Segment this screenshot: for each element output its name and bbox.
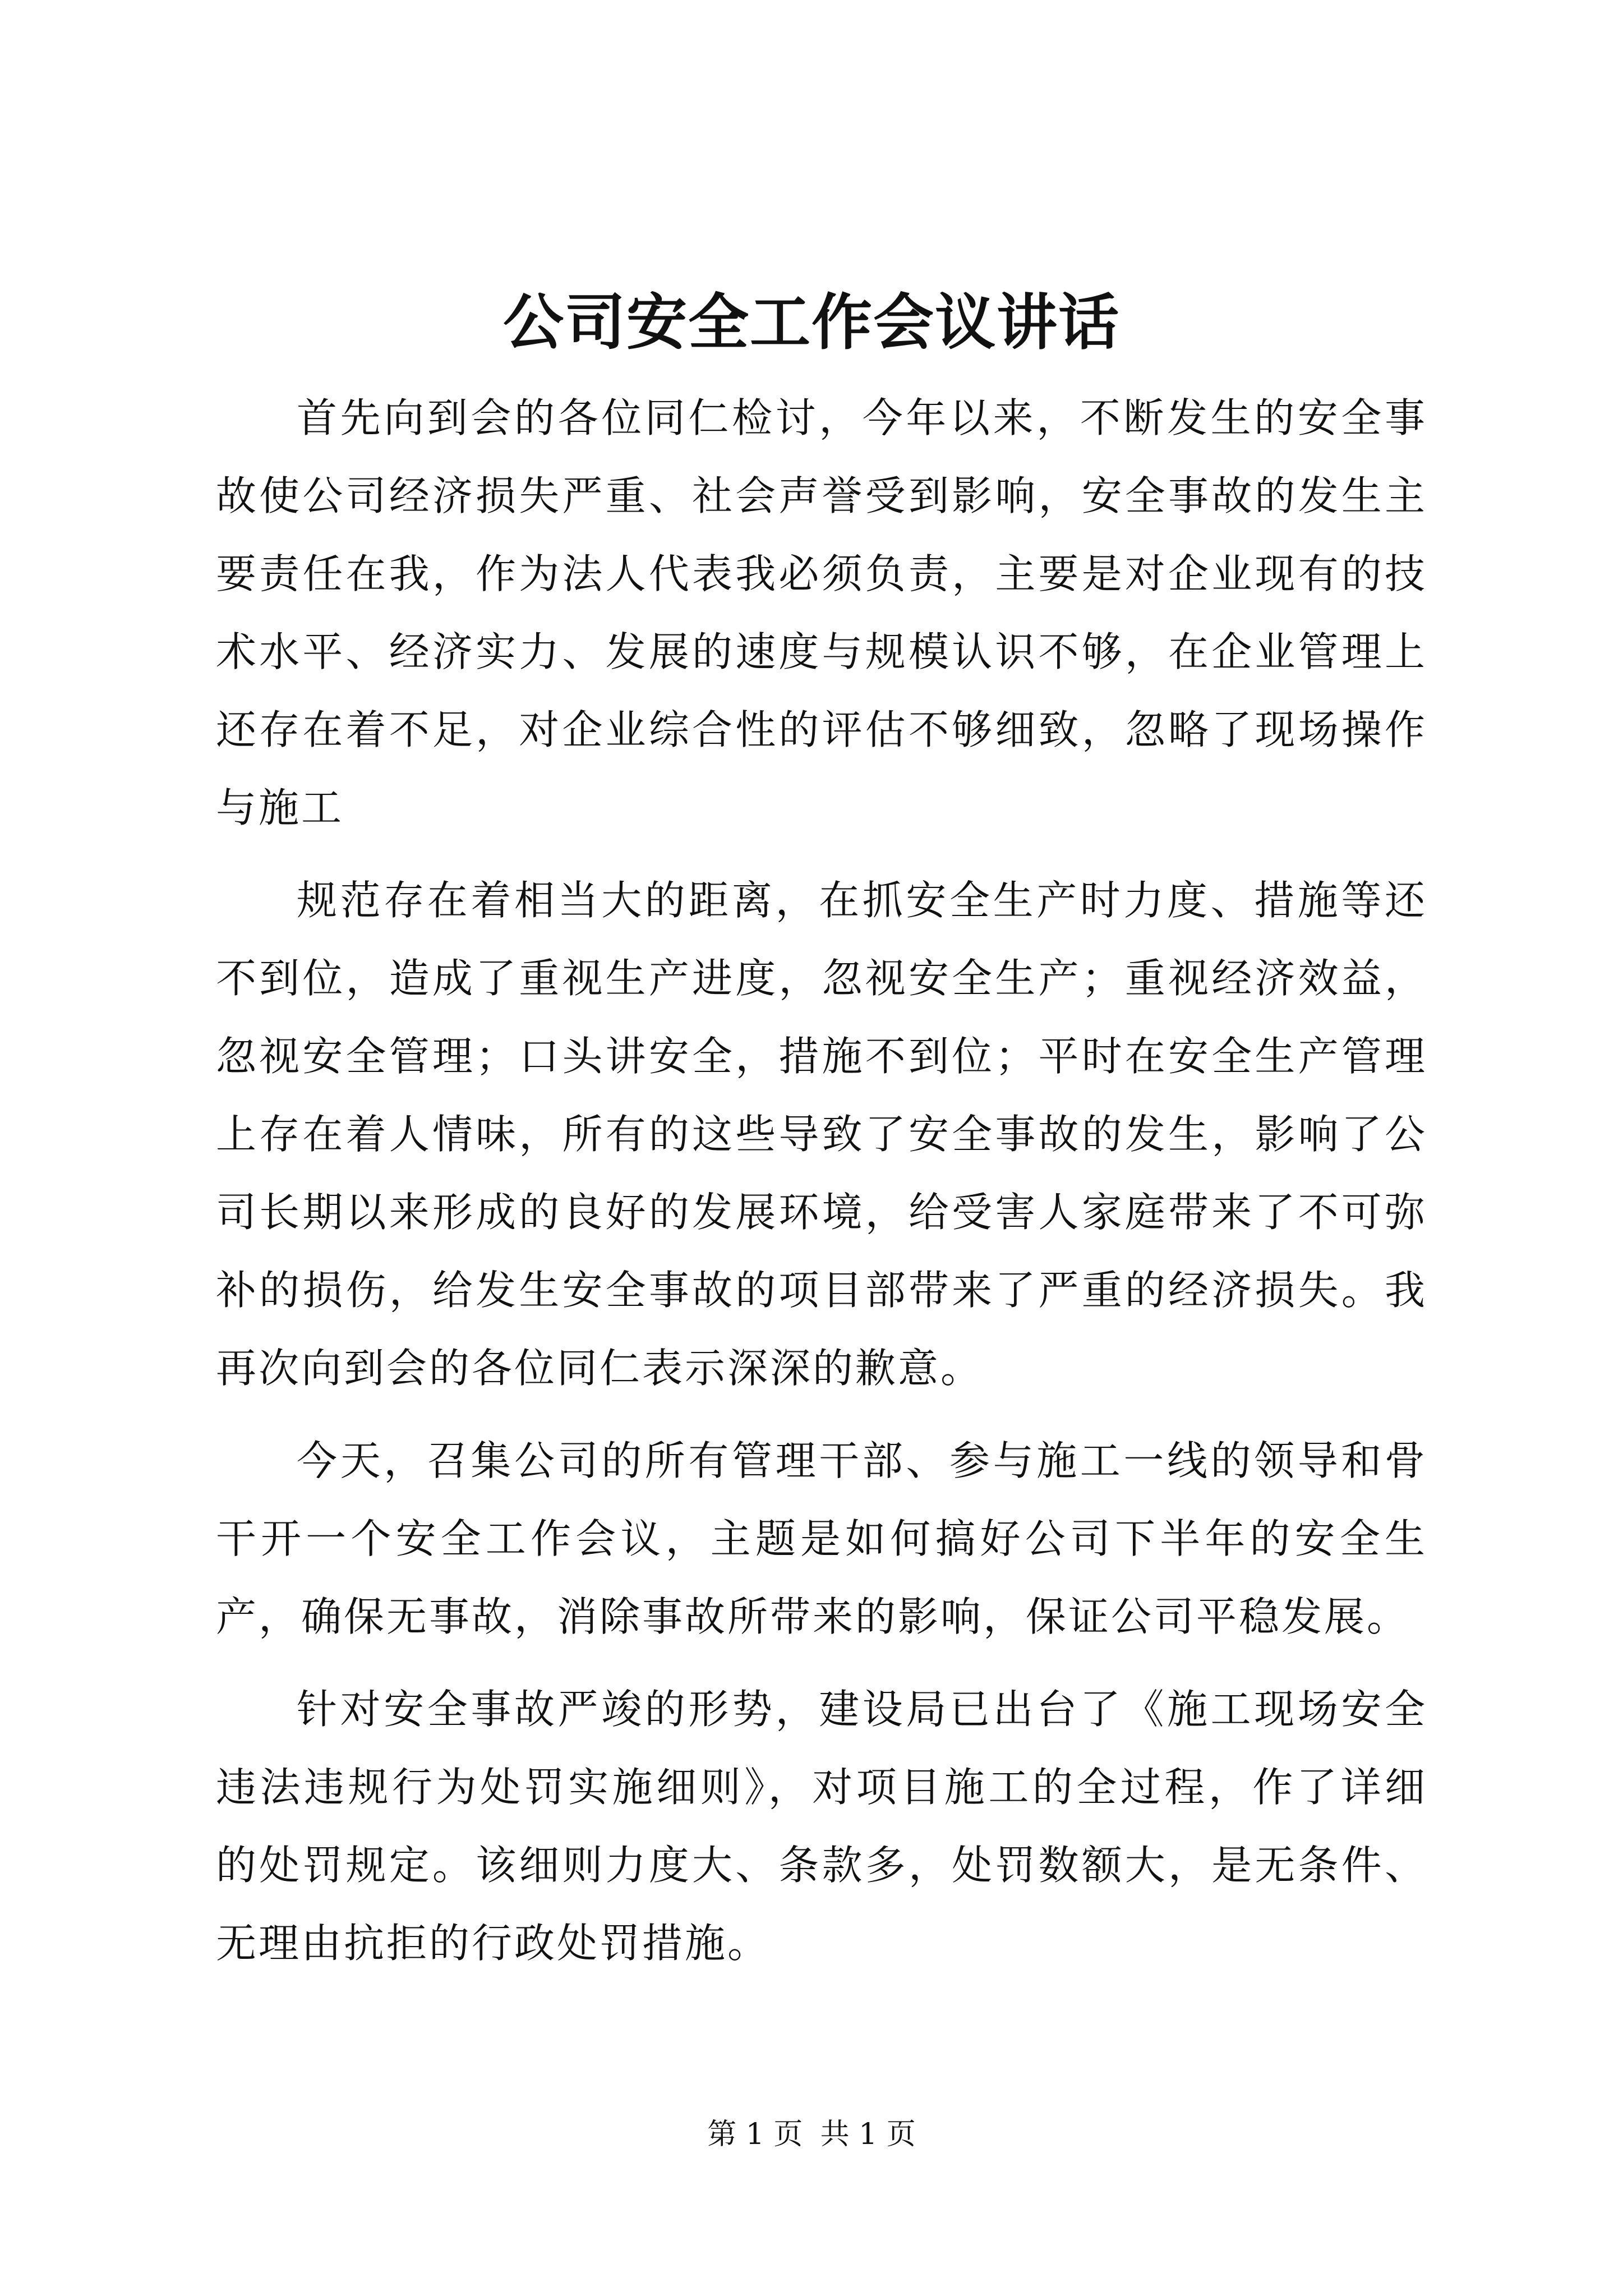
paragraph-3: 今天，召集公司的所有管理干部、参与施工一线的领导和骨干开一个安全工作会议，主题是如何搞好公司下半年的安全生产，确保无事故，消除事故所带来的影响，保证公司平稳发展。 [216, 1437, 1427, 1640]
paragraph-1: 首先向到会的各位同仁检讨，今年以来，不断发生的安全事故使公司经济损失严重、社会声誉受到影响，安全事故的发生主要责任在我，作为法人代表我必须负责，主要是对企业现有的技术水平、经济实力、发展的速度与规模认识不够，在企业管理上还存在着不足，对企业综合性的评估不够细致，忽略了现场操作与施工 [216, 394, 1427, 831]
page-footer [0, 2115, 1623, 2154]
page-total: 共 1 页 [820, 2118, 916, 2151]
document-title: 公司安全工作会议讲话 [502, 287, 1120, 358]
paragraph-4: 针对安全事故严竣的形势，建设局已出台了《施工现场安全违法违规行为处罚实施细则》，对项目施工的全过程，作了详细的处罚规定。该细则力度大、条款多，处罚数额大，是无条件、无理由抗拒的行政处罚措施。 [216, 1686, 1427, 1967]
page-number: 第 1 页 [707, 2118, 803, 2151]
paragraph-2: 规范存在着相当大的距离，在抓安全生产时力度、措施等还不到位，造成了重视生产进度，忽视安全生产；重视经济效益，忽视安全管理；口头讲安全，措施不到位；平时在安全生产管理上存在着人情味，所有的这些导致了安全事故的发生，影响了公司长期以来形成的良好的发展环境，给受害人家庭带来了不可弥补的损伤，给发生安全事故的项目部带来了严重的经济损失。我再次向到会的各位同仁表示深深的歉意。 [216, 877, 1427, 1392]
document-body [216, 379, 1427, 1982]
